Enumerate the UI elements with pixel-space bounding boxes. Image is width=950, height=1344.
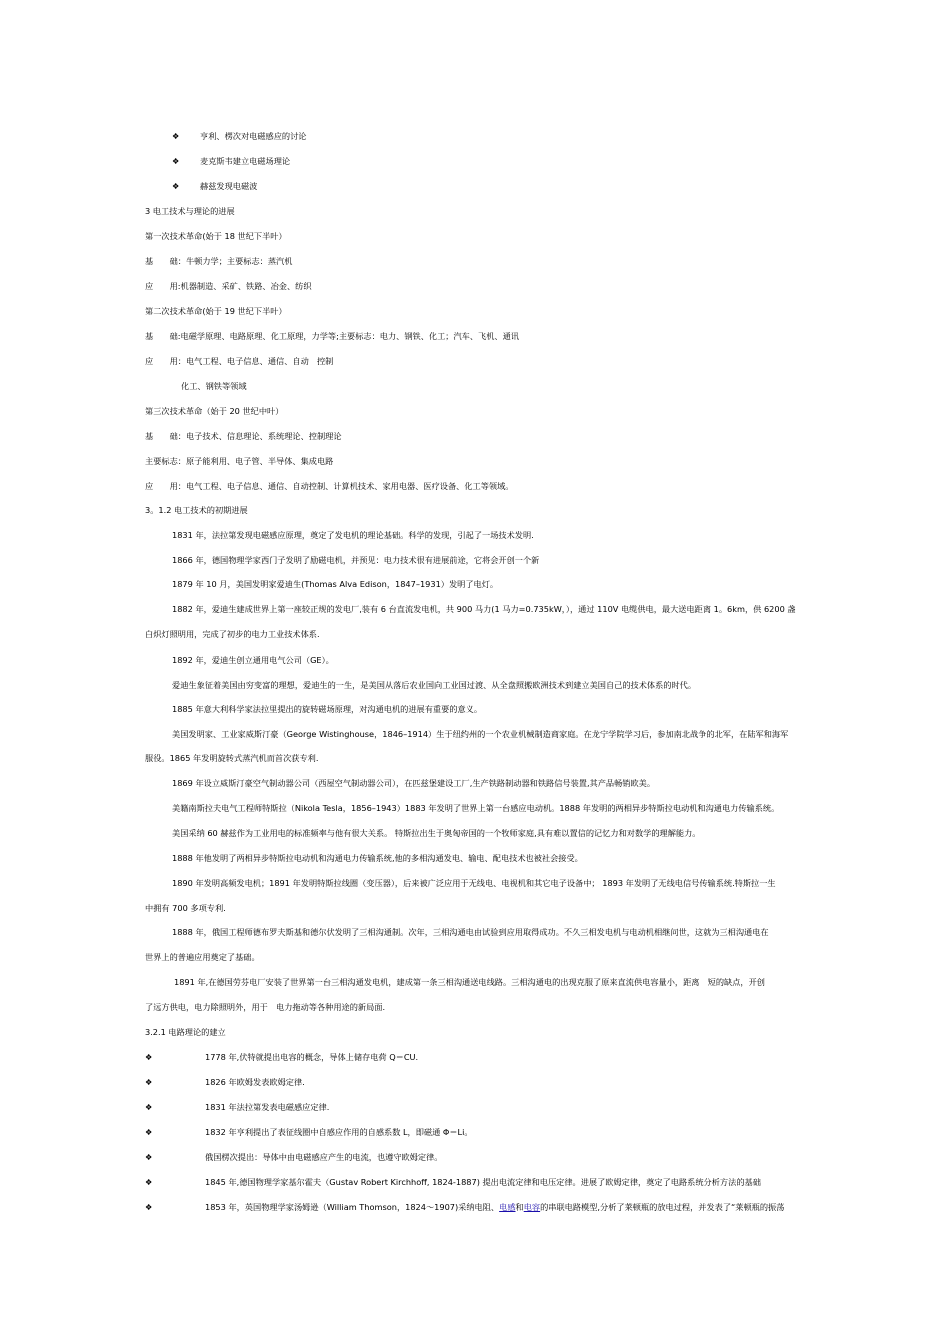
revolution-basis: 基 础:电磁学原理、电路原理、化工原理，力学等;主要标志：电力、钢铁、化工；汽车、飞机、通讯	[145, 331, 519, 341]
paragraph-cont: 白炽灯照明用，完成了初步的电力工业技术体系.	[145, 629, 320, 639]
paragraph: 1891 年,在德国劳芬电厂安装了世界第一台三相沟通发电机，建成第一条三相沟通送电线路。三相沟通电的出现克服了原来直流供电容量小，距离 短的缺点，开创	[174, 977, 765, 987]
history-item: 1778 年,伏特就提出电容的概念，导体上储存电荷 Q＝CU.	[205, 1052, 419, 1062]
paragraph: 美籍南斯拉夫电气工程师特斯拉（Nikola Tesla，1856–1943）1883 年发明了世界上第一台感应电动机。1888 年发明的两相异步特斯拉电动机和沟通电力传输系统。	[172, 803, 780, 813]
bullet-icon: ❖	[172, 156, 180, 166]
paragraph: 1879 年 10 月，美国发明家爱迪生(Thomas Alva Edison，1847–1931）发明了电灯。	[172, 579, 499, 589]
paragraph-cont: 了远方供电，电力除照明外，用于 电力拖动等各种用途的新局面.	[145, 1002, 386, 1012]
revolution-application: 应 用：电气工程、电子信息、通信、自动 控制	[145, 356, 334, 366]
section-heading: 3.2.1 电路理论的建立	[145, 1027, 226, 1037]
revolution-marks: 主要标志：原子能利用、电子管、半导体、集成电路	[145, 456, 334, 466]
revolution-title: 第一次技术革命(始于 18 世纪下半叶）	[145, 231, 287, 241]
bullet-item: 麦克斯韦建立电磁场理论	[200, 156, 291, 166]
revolution-application: 应 用：电气工程、电子信息、通信、自动控制、计算机技术、家用电器、医疗设备、化工等领域。	[145, 481, 514, 491]
bullet-item: 亨利、楞次对电磁感应的讨论	[200, 131, 307, 141]
revolution-basis: 基 础：电子技术、信息理论、系统理论、控制理论	[145, 431, 342, 441]
paragraph: 美国发明家、工业家威斯汀豪（George Wistinghouse，1846–1914）生于纽约州的一个农业机械制造商家庭。在龙宁学院学习后，参加南北战争的北军，在陆军和海军	[172, 729, 789, 739]
paragraph: 1866 年，德国物理学家西门子发明了励磁电机，并预见：电力技术很有进展前途，它将会开创一个新	[172, 555, 540, 565]
history-text: 和	[515, 1202, 524, 1212]
history-item: 1845 年,德国物理学家基尔霍夫（Gustav Robert Kirchhoff, 1824-1887) 提出电流定律和电压定律。进展了欧姆定律，奠定了电路系统分析方法的基础	[205, 1177, 761, 1187]
revolution-basis: 基 础：牛顿力学；主要标志：蒸汽机	[145, 256, 293, 266]
bullet-icon: ❖	[145, 1202, 153, 1212]
paragraph-cont: 中拥有 700 多项专利.	[145, 903, 226, 913]
section-heading: 3 电工技术与理论的进展	[145, 206, 235, 216]
paragraph: 美国采纳 60 赫兹作为工业用电的标准频率与他有很大关系。 特斯拉出生于奥匈帝国的一个牧师家庭,具有难以置信的记忆力和对数学的理解能力。	[172, 828, 701, 838]
history-item: 1826 年欧姆发表欧姆定律.	[205, 1077, 305, 1087]
revolution-application-cont: 化工、钢铁等领域	[181, 381, 247, 391]
paragraph: 1831 年，法拉第发现电磁感应原理，奠定了发电机的理论基础。科学的发现，引起了一场技术发明.	[172, 530, 534, 540]
paragraph: 爱迪生象征着美国由穷变富的理想，爱迪生的一生，是美国从落后农业国向工业国过渡、从全盘照搬欧洲技术到建立美国自己的技术体系的时代。	[172, 680, 697, 690]
paragraph: 1885 年意大利科学家法拉里提出的旋转磁场原理，对沟通电机的进展有重要的意义。	[172, 704, 483, 714]
paragraph-cont: 服役。1865 年发明旋转式蒸汽机而首次获专利.	[145, 753, 319, 763]
capacitance-link[interactable]: 电容	[523, 1202, 541, 1212]
paragraph: 1869 年设立威斯汀豪空气制动器公司（西屋空气制动器公司），在匹兹堡建设工厂,生产铁路制动器和铁路信号装置,其产品畅销欧美。	[172, 778, 656, 788]
history-item: 1831 年法拉第发表电磁感应定律.	[205, 1102, 330, 1112]
bullet-item: 赫兹发现电磁波	[200, 181, 258, 191]
history-item: 1832 年亨利提出了表征线圈中自感应作用的自感系数 L，即磁通 Φ＝Li。	[205, 1127, 473, 1137]
revolution-title: 第二次技术革命(始于 19 世纪下半叶）	[145, 306, 287, 316]
bullet-icon: ❖	[145, 1152, 153, 1162]
history-item-with-links	[205, 1201, 784, 1213]
revolution-application: 应 用:机器制造、采矿、铁路、冶金、纺织	[145, 281, 312, 291]
bullet-icon: ❖	[145, 1077, 153, 1087]
bullet-icon: ❖	[145, 1127, 153, 1137]
paragraph: 1888 年他发明了两相异步特斯拉电动机和沟通电力传输系统,他的多相沟通发电、输电、配电技术也被社会接受。	[172, 853, 583, 863]
paragraph: 1890 年发明高频发电机；1891 年发明特斯拉线圈（变压器），后来被广泛应用于无线电、电视机和其它电子设备中； 1893 年发明了无线电信号传输系统.特斯拉一生	[172, 878, 776, 888]
paragraph-cont: 世界上的普遍应用奠定了基础。	[145, 952, 260, 962]
bullet-icon: ❖	[145, 1177, 153, 1187]
bullet-icon: ❖	[172, 131, 180, 141]
section-heading: 3。1.2 电工技术的初期进展	[145, 505, 248, 515]
history-item: 俄国楞次提出：导体中由电磁感应产生的电流，也遵守欧姆定律。	[205, 1152, 443, 1162]
bullet-icon: ❖	[145, 1102, 153, 1112]
paragraph: 1888 年，俄国工程师德布罗夫斯基和德尔伏发明了三相沟通制。次年，三相沟通电由试验到应用取得成功。不久三相发电机与电动机相继问世，这就为三相沟通电在	[172, 927, 769, 937]
revolution-title: 第三次技术革命（始于 20 世纪中叶）	[145, 406, 284, 416]
bullet-icon: ❖	[145, 1052, 153, 1062]
paragraph: 1892 年，爱迪生创立通用电气公司（GE）。	[172, 655, 334, 665]
paragraph: 1882 年，爱迪生建成世界上第一座较正规的发电厂,装有 6 台直流发电机，共 900 马力(1 马力=0.735kW，），通过 110V 电缆供电，最大送电距离 1。6km，供 6200 盏	[172, 604, 796, 614]
history-text: 的串联电路模型,分析了莱顿瓶的放电过程，并发表了“莱顿瓶的振荡	[540, 1202, 785, 1212]
inductance-link[interactable]: 电感	[499, 1202, 516, 1212]
history-text: 1853 年，英国物理学家汤姆逊（William Thomson，1824～1907)采纳电阻、	[205, 1202, 500, 1212]
bullet-icon: ❖	[172, 181, 180, 191]
